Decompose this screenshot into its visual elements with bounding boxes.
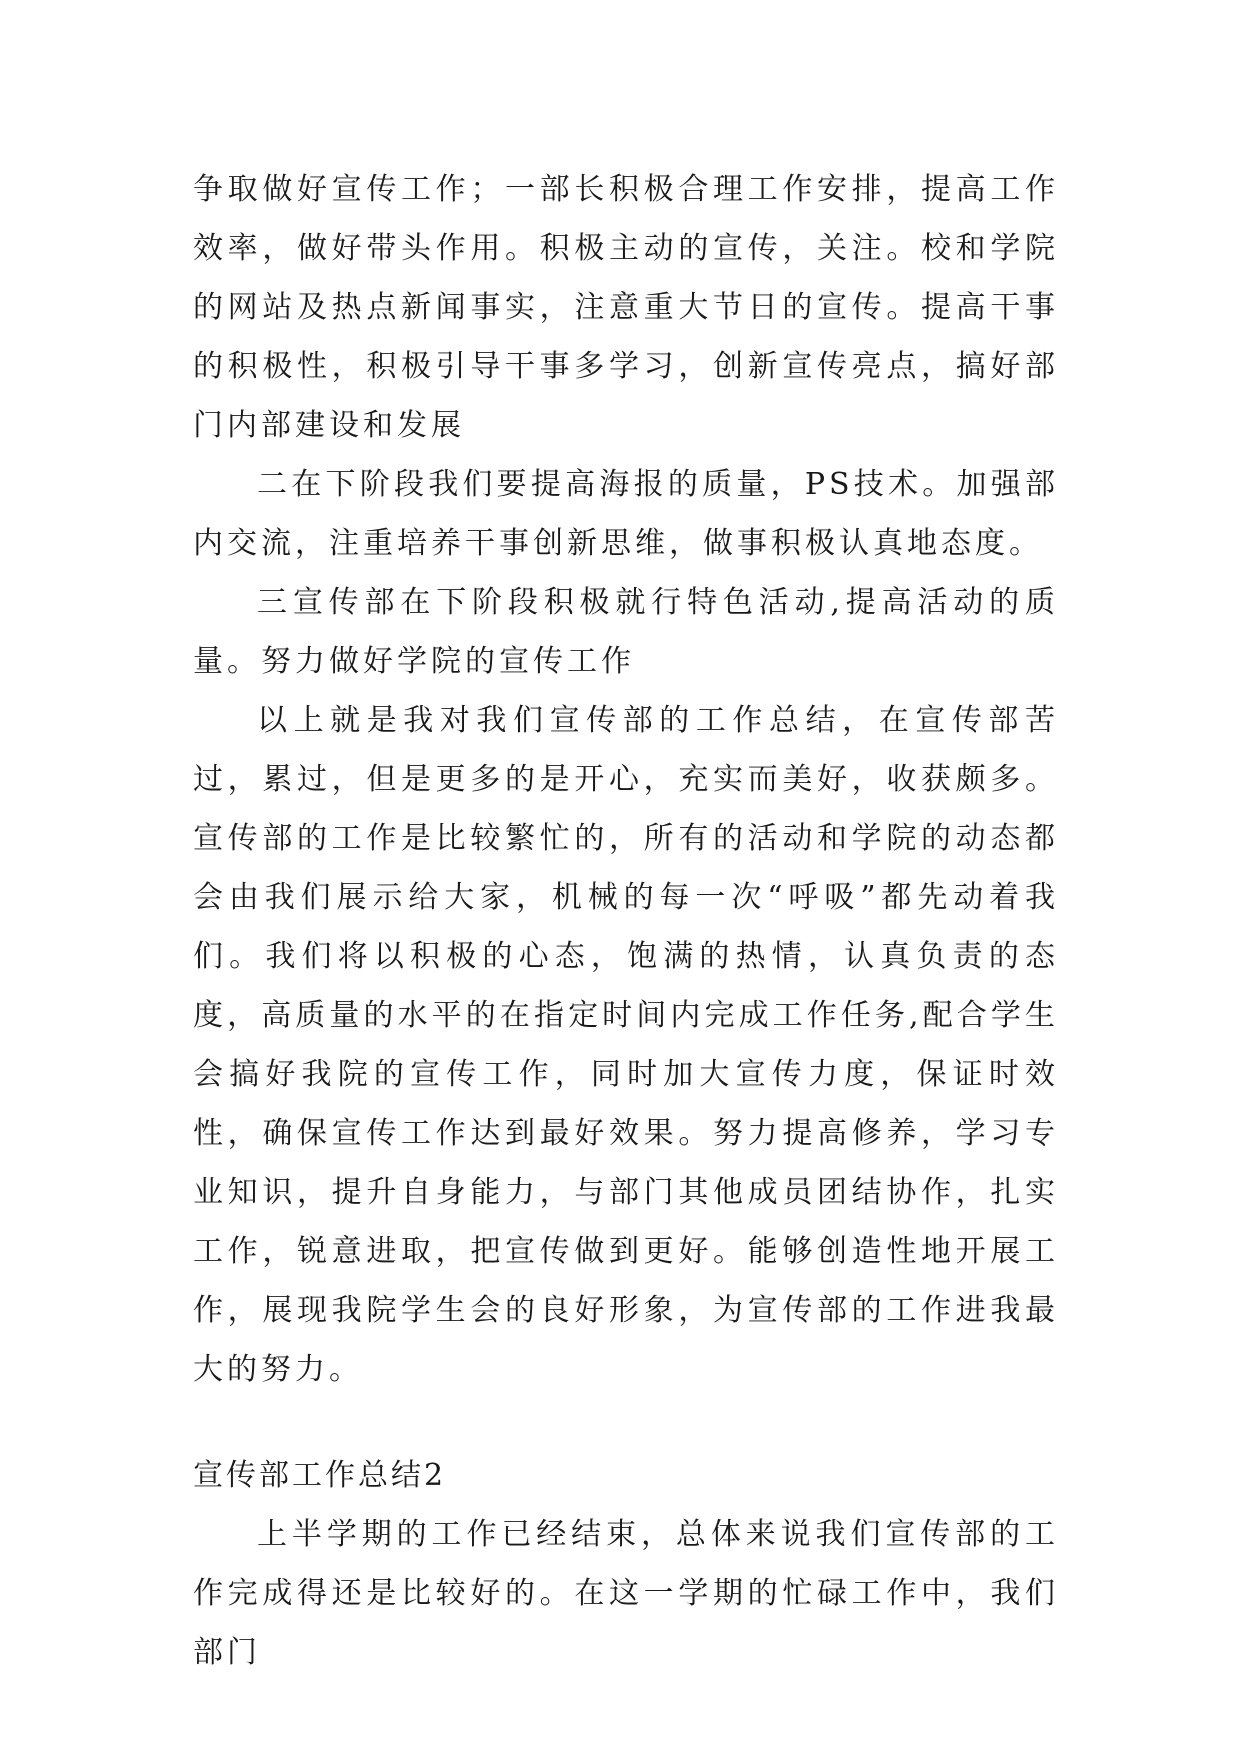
paragraph-special-activities: 三宣传部在下阶段积极就行特色活动,提高活动的质量。努力做好学院的宣传工作 [193,585,1059,679]
section-title: 宣传部工作总结2 [193,1458,447,1493]
document-body [193,160,1059,1682]
paragraph-summary-conclusion: 以上就是我对我们宣传部的工作总结，在宣传部苦过，累过，但是更多的是开心，充实而美好，收获颇多。宣传部的工作是比较繁忙的，所有的活动和学院的动态都会由我们展示给大家，机械的每一次“呼吸”都先动着我们。我们将以积极的心态，饱满的热情，认真负责的态度，高质量的水平的在指定时间内完成工作任务,配合学生会搞好我院的宣传工作，同时加大宣传力度，保证时效性，确保宣传工作达到最好效果。努力提高修养，学习专业知识，提升自身能力，与部门其他成员团结协作，扎实工作，锐意进取，把宣传做到更好。能够创造性地开展工作，展现我院学生会的良好形象，为宣传部的工作进我最大的努力。 [193,703,1059,1387]
paragraph-semester-summary: 上半学期的工作已经结束，总体来说我们宣传部的工作完成得还是比较好的。在这一学期的忙碌工作中，我们部门 [193,1517,1059,1670]
paragraph-work-arrangement: 争取做好宣传工作；一部长积极合理工作安排，提高工作效率，做好带头作用。积极主动的宣传，关注。校和学院的网站及热点新闻事实，注意重大节日的宣传。提高干事的积极性，积极引导干事多学习，创新宣传亮点，搞好部门内部建设和发展 [193,172,1059,443]
paragraph-poster-quality: 二在下阶段我们要提高海报的质量，PS技术。加强部内交流，注重培养干事创新思维，做事积极认真地态度。 [193,467,1059,561]
section-spacer [193,1399,1059,1446]
